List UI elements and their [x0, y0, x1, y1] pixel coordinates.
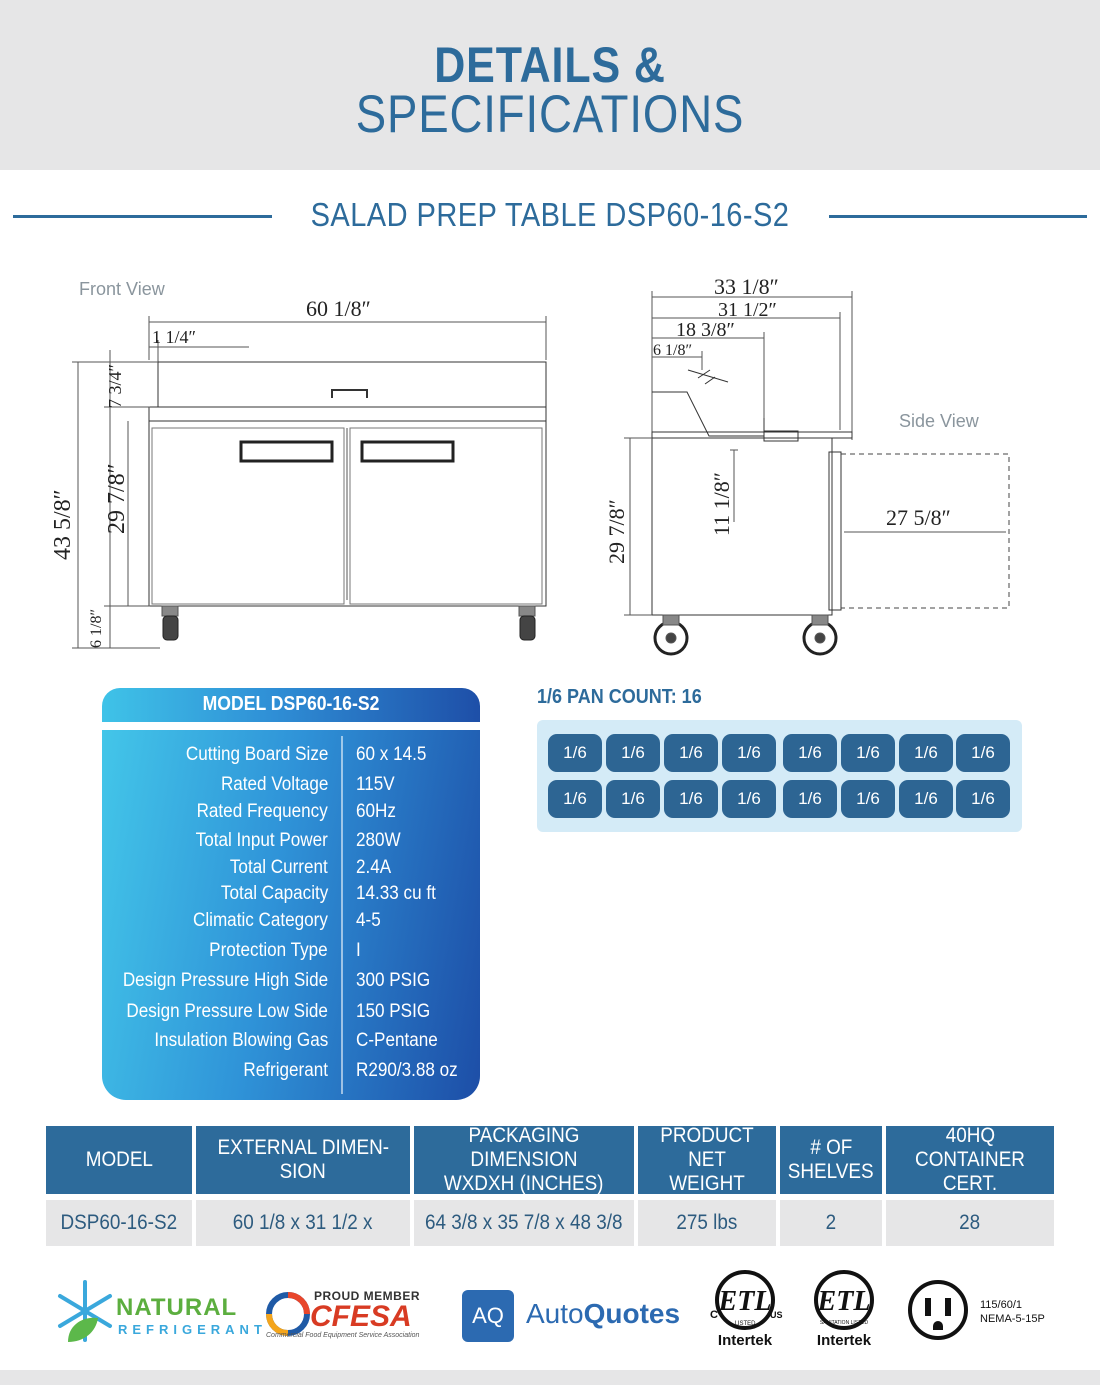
pan-slot: 1/6: [841, 780, 895, 818]
table-header-packaging-dimension: PACKAGING DIMENSION WXDXH (INCHES): [414, 1126, 634, 1194]
spec-label: Design Pressure High Side: [122, 970, 328, 991]
autoquotes-text: AutoQuotes: [526, 1298, 681, 1329]
nema-plug-spec: [906, 1278, 1066, 1342]
spec-label: Rated Voltage: [220, 774, 328, 795]
spec-row: [102, 857, 480, 883]
page-title-line2: SPECIFICATIONS: [355, 85, 745, 144]
spec-row: [102, 774, 480, 800]
table-header-net-weight: PRODUCT NET WEIGHT: [638, 1126, 776, 1194]
dim-side-d4: 6 1/8″: [653, 342, 693, 359]
spec-label: Climatic Category: [193, 910, 328, 931]
dim-front-width: 60 1/8″: [306, 296, 371, 321]
spec-value: 280W: [356, 830, 401, 851]
spec-label: Total Current: [230, 857, 328, 878]
pan-slot: 1/6: [548, 780, 602, 818]
table-cell-net-weight: 275 lbs: [638, 1200, 776, 1246]
spec-row: [102, 970, 480, 996]
spec-label: Protection Type: [209, 940, 328, 961]
plug-type: NEMA-5-15P: [980, 1313, 1045, 1325]
product-subtitle: SALAD PREP TABLE DSP60-16-S2: [310, 196, 790, 233]
table-cell-shelves: 2: [780, 1200, 882, 1246]
spec-row: [102, 1001, 480, 1027]
page-title-line1: DETAILS &: [434, 37, 666, 93]
cfesa-emblem-icon: [266, 1292, 310, 1336]
technical-drawing: [0, 0, 1100, 680]
spec-value: I: [356, 940, 361, 961]
dim-front-caster-height: 6 1/8″: [88, 608, 105, 648]
natural-text: NATURAL: [116, 1294, 238, 1321]
pan-slot: 1/6: [783, 734, 837, 772]
cfesa-proud-member: PROUD MEMBER: [314, 1289, 421, 1303]
footer-strip: [0, 1370, 1100, 1385]
svg-text:ETL: ETL: [817, 1286, 871, 1317]
dim-front-total-height: 43 5/8″: [50, 489, 76, 560]
table-header-shelves: # OF SHELVES: [780, 1126, 882, 1194]
etl-listed-icon: [704, 1268, 786, 1332]
cfesa-logo: [266, 1288, 446, 1344]
dim-side-d1: 33 1/8″: [714, 274, 779, 299]
dim-side-d2: 31 1/2″: [718, 299, 777, 321]
autoquotes-logo: [462, 1290, 692, 1342]
spec-label: Total Input Power: [195, 830, 328, 851]
intertek-text: Intertek: [816, 1332, 872, 1349]
table-cell-packaging-dimension: 64 3/8 x 35 7/8 x 48 3/8: [414, 1200, 634, 1246]
spec-value: 300 PSIG: [356, 970, 431, 991]
refrigerant-text: REFRIGERANT: [118, 1322, 267, 1337]
front-view-drawing: [72, 316, 546, 648]
dim-side-d3: 18 3/8″: [676, 319, 735, 341]
pan-slot: 1/6: [956, 780, 1010, 818]
table-header-container-cert: 40HQ CONTAINER CERT.: [886, 1126, 1054, 1194]
pan-slot: 1/6: [722, 734, 776, 772]
dim-side-d7: 27 5/8″: [886, 505, 951, 530]
spec-value: 60 x 14.5: [356, 744, 427, 765]
table-header-model: MODEL: [46, 1126, 192, 1194]
side-view-label: Side View: [899, 411, 979, 431]
spec-row: [102, 910, 480, 936]
spec-label: Total Capacity: [220, 883, 328, 904]
etl-sanitation-icon: [806, 1268, 882, 1332]
pan-slot: 1/6: [606, 780, 660, 818]
table-cell-model: DSP60-16-S2: [46, 1200, 192, 1246]
spec-label: Design Pressure Low Side: [126, 1001, 328, 1022]
svg-text:US: US: [770, 1310, 783, 1320]
plug-outlet-icon: [906, 1278, 970, 1342]
dim-front-top-offset: 1 1/4″: [152, 327, 196, 347]
cfesa-subtext: Commercial Food Equipment Service Association: [266, 1332, 420, 1339]
spec-row: [102, 744, 480, 770]
front-view-label: Front View: [79, 279, 165, 299]
spec-value: C-Pentane: [356, 1030, 438, 1051]
spec-label: Insulation Blowing Gas: [154, 1030, 328, 1051]
dim-front-lid-height: 7 3/4″: [105, 364, 125, 408]
model-panel-header: [102, 688, 480, 722]
table-cell-external-dimension: 60 1/8 x 31 1/2 x: [196, 1200, 410, 1246]
dim-side-d6: 29 7/8″: [604, 499, 629, 564]
pan-slot: 1/6: [783, 780, 837, 818]
spec-value: 60Hz: [356, 801, 396, 822]
spec-row: [102, 1060, 480, 1086]
spec-row: [102, 830, 480, 856]
model-panel-title: MODEL DSP60-16-S2: [202, 693, 380, 715]
pan-slot: 1/6: [606, 734, 660, 772]
spec-value: 2.4A: [356, 857, 392, 878]
etl-listed-mark: [704, 1268, 786, 1354]
pan-slot: 1/6: [841, 734, 895, 772]
spec-value: 150 PSIG: [356, 1001, 431, 1022]
table-header-external-dimension: EXTERNAL DIMEN- SION: [196, 1126, 410, 1194]
spec-value: 14.33 cu ft: [356, 883, 436, 904]
pan-slot: 1/6: [722, 780, 776, 818]
spec-value: R290/3.88 oz: [356, 1060, 458, 1081]
pan-slot: 1/6: [548, 734, 602, 772]
spec-row: [102, 801, 480, 827]
pan-slot: 1/6: [899, 734, 953, 772]
svg-text:C: C: [710, 1309, 718, 1321]
pan-slot: 1/6: [956, 734, 1010, 772]
spec-value: 115V: [356, 774, 395, 795]
dim-side-d5: 11 1/8″: [709, 472, 734, 536]
aq-badge: AQ: [462, 1290, 514, 1342]
cfesa-text: CFESA: [310, 1300, 412, 1333]
pan-slot: 1/6: [664, 734, 718, 772]
spec-label: Refrigerant: [243, 1060, 328, 1081]
spec-row: [102, 1030, 480, 1056]
pan-slot: 1/6: [664, 780, 718, 818]
snowflake-leaf-icon: [50, 1276, 120, 1346]
spec-label: Rated Frequency: [196, 801, 328, 822]
svg-text:SANITATION LISTED: SANITATION LISTED: [819, 1320, 869, 1326]
spec-row: [102, 883, 480, 909]
plug-rating: 115/60/1: [980, 1299, 1023, 1311]
table-cell-container-cert: 28: [886, 1200, 1054, 1246]
svg-text:ETL: ETL: [718, 1286, 772, 1317]
dim-front-cabinet-height: 29 7/8″: [104, 463, 130, 534]
pan-count-title: 1/6 PAN COUNT: 16: [537, 686, 702, 708]
svg-text:LISTED: LISTED: [734, 1321, 756, 1327]
natural-refrigerant-logo: [50, 1276, 267, 1346]
spec-label: Cutting Board Size: [185, 744, 328, 765]
intertek-text: Intertek: [717, 1332, 773, 1349]
etl-sanitation-mark: [806, 1268, 882, 1354]
spec-row: [102, 940, 480, 966]
pan-slot: 1/6: [899, 780, 953, 818]
spec-value: 4-5: [356, 910, 381, 931]
